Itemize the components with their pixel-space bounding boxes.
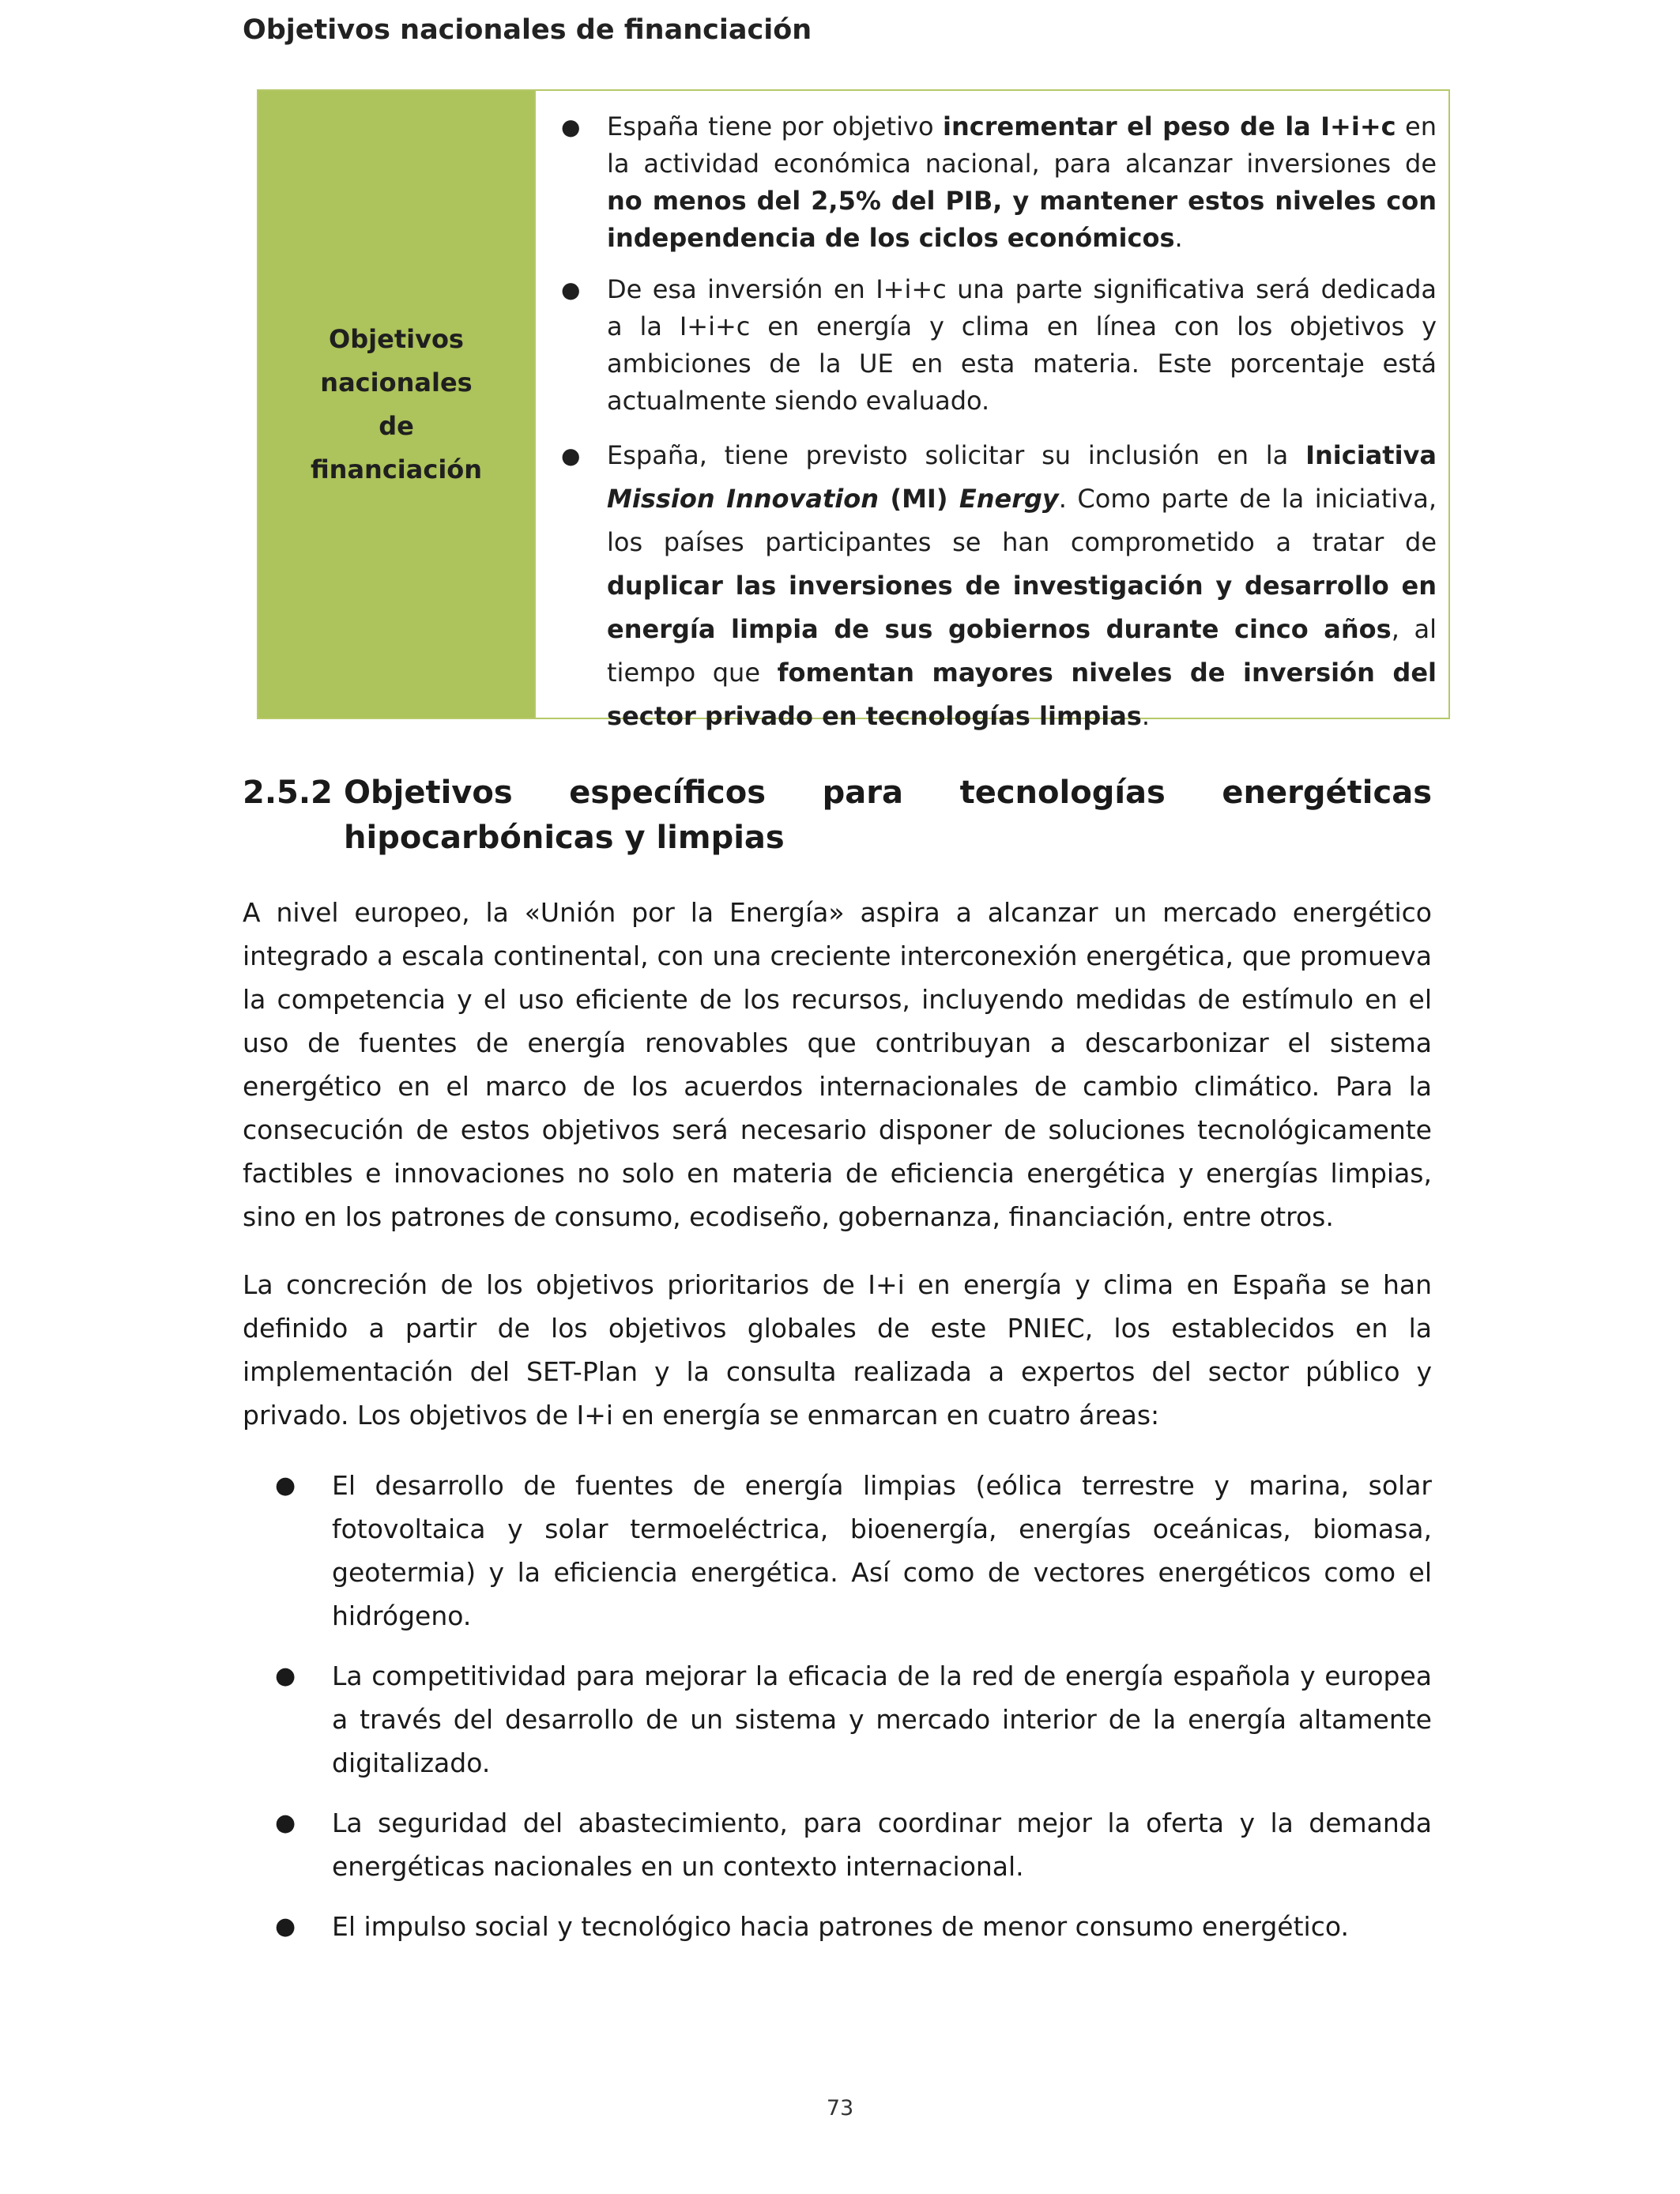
bullet-icon: ● (275, 1662, 296, 1690)
list-item-text: La seguridad del abastecimiento, para coordinar mejor la oferta y la demanda energéticas nacionales en un contexto internacional. (332, 1808, 1432, 1882)
list-item-text: La competitividad para mejorar la eficacia de la red de energía española y europea a través del desarrollo de un sistema y mercado interior de la energía altamente digitalizado. (332, 1661, 1432, 1778)
areas-list (275, 1464, 1432, 1965)
bold-text-run: fomentan mayores niveles de inversión del sector privado en tecnologías limpias (607, 658, 1437, 731)
section-heading (243, 771, 1432, 861)
bullet-icon: ● (561, 114, 581, 140)
list-item (275, 1654, 1432, 1785)
list-item (275, 1801, 1432, 1888)
list-item-text: El impulso social y tecnológico hacia patrones de menor consumo energético. (332, 1911, 1349, 1942)
table-bullet-item (561, 434, 1437, 738)
text-run: . Como parte de la iniciativa, los países participantes se han comprometido a tratar de (607, 484, 1437, 557)
section-title: Objetivos específicos para tecnologías energéticas hipocarbónicas y limpias (344, 775, 1432, 856)
bold-text-run: (MI) (879, 484, 959, 514)
bullet-icon: ● (561, 277, 581, 303)
bold-text-run: duplicar las inversiones de investigación y desarrollo en energía limpia de sus gobiernos durante cinco años (607, 571, 1437, 644)
list-item (275, 1464, 1432, 1638)
section-number: 2.5.2 (243, 775, 333, 811)
bold-italic-text-run: Energy (959, 484, 1059, 514)
bold-text-run: Iniciativa (1305, 440, 1437, 470)
text-run: en la actividad económica nacional, para alcanzar inversiones de (607, 111, 1437, 179)
text-run: España tiene por objetivo (607, 111, 943, 141)
text-run: , al tiempo que (607, 614, 1437, 688)
bullet-icon: ● (275, 1913, 296, 1940)
table-label-cell (258, 91, 536, 718)
body-paragraph: La concreción de los objetivos prioritarios de I+i en energía y clima en España se han definido a partir de los objetivos globales de este PNIEC, los establecidos en la implementación del SET-Plan y la consulta realizada a expertos del sector público y privado. Los objetivos de I+i en energía se enmarcan en cuatro áreas: (243, 1269, 1432, 1431)
text-run: De esa inversión en I+i+c una parte significativa será dedicada a la I+i+c en energía y clima en línea con los objetivos y ambiciones de la UE en esta materia. Este porcentaje está actualmente siendo evaluado. (607, 274, 1437, 416)
text-run: España, tiene previsto solicitar su inclusión en la (607, 440, 1306, 470)
bold-text-run: incrementar el peso de la I+i+c (942, 111, 1396, 141)
bullet-icon: ● (275, 1809, 296, 1837)
page-header-title: Objetivos nacionales de financiación (243, 14, 812, 46)
bold-italic-text-run: Mission Innovation (607, 484, 880, 514)
bullet-icon: ● (275, 1472, 296, 1499)
table-bullet-item (561, 271, 1437, 420)
text-run: . (1174, 223, 1183, 253)
body-paragraph: A nivel europeo, la «Unión por la Energía» aspira a alcanzar un mercado energético integrado a escala continental, con una creciente interconexión energética, que promueva la competencia y el uso eficiente de los recursos, incluyendo medidas de estímulo en el uso de fuentes de energía renovables que contribuyan a descarbonizar el sistema energético en el marco de los acuerdos internacionales de cambio climático. Para la consecución de estos objetivos será necesario disponer de soluciones tecnológicamente factibles e innovaciones no solo en materia de eficiencia energética y energías limpias, sino en los patrones de consumo, ecodiseño, gobernanza, financiación, entre otros. (243, 897, 1432, 1232)
table-label-text: Objetivos nacionales de financiación (310, 323, 483, 484)
list-item-text: El desarrollo de fuentes de energía limpias (eólica terrestre y marina, solar fotovoltaica y solar termoeléctrica, bioenergía, energías oceánicas, biomasa, geotermia) y la eficiencia energética. Así como de vectores energéticos como el hidrógeno. (332, 1470, 1432, 1631)
table-content-cell (536, 91, 1448, 731)
bold-text-run: no menos del 2,5% del PIB, y mantener estos niveles con independencia de los ciclos económicos (607, 186, 1437, 253)
bullet-icon: ● (561, 443, 581, 469)
text-run: . (1141, 701, 1150, 731)
page-number: 73 (826, 2096, 854, 2120)
table-bullet-item (561, 108, 1437, 257)
objectives-table (257, 89, 1450, 731)
list-item (275, 1905, 1432, 1948)
